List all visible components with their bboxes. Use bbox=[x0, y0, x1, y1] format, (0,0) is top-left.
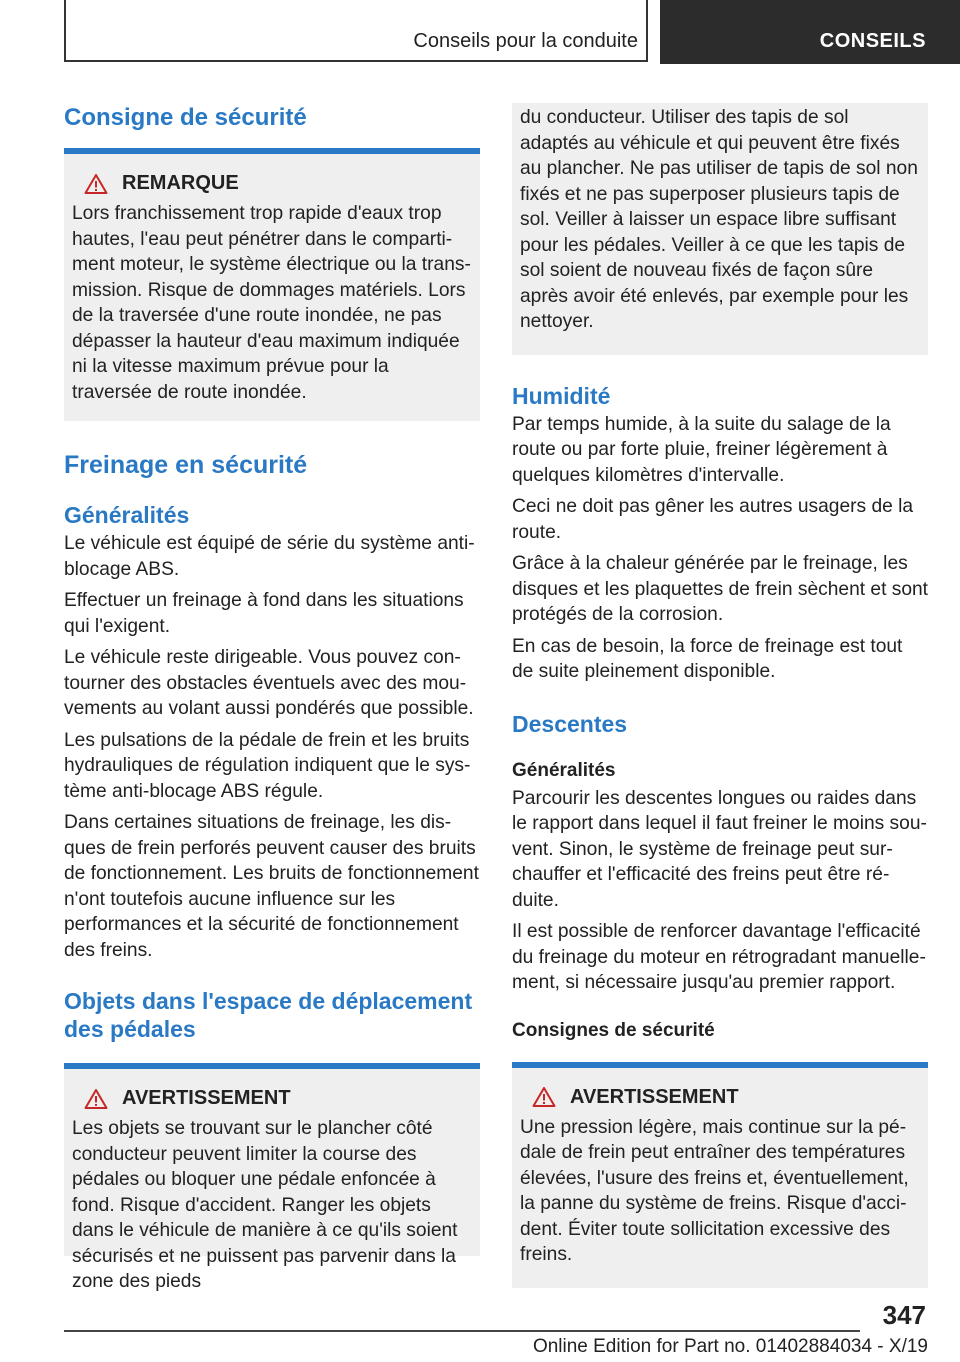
avertissement-title: AVERTISSEMENT bbox=[122, 1087, 291, 1109]
left-column bbox=[64, 96, 480, 1292]
warning-triangle-icon bbox=[84, 173, 108, 195]
remarque-title: REMARQUE bbox=[122, 172, 239, 194]
page-number: 347 bbox=[882, 1300, 926, 1330]
footer-rule bbox=[64, 1330, 860, 1332]
heading-objets-pedales: Objets dans l'espace de déplacement des pédales bbox=[64, 988, 473, 1042]
paragraph: Ceci ne doit pas gêner les autres usagers de la route. bbox=[512, 496, 914, 543]
paragraph: Le véhicule reste dirigeable. Vous pouvez contourner des obstacles éventuels avec des mouvements au volant aussi pondérés que possible. bbox=[64, 647, 474, 719]
footer-edition: Online Edition for Part no. 01402884034 - X/19 bbox=[532, 1336, 928, 1357]
paragraph: Il est possible de renforcer davantage l'efficacité du freinage du moteur en rétrogradant manuellement, si nécessaire jusqu'au premier rapport. bbox=[512, 921, 926, 993]
continuation-text: du conducteur. Utiliser des tapis de sol adaptés au véhicule et qui peuvent être fixés au plancher. Ne pas utiliser de tapis de sol non fixés et ne pas superposer plusieurs tapis de sol. Veiller à laisser un espace libre suffisant pour les pédales. Veiller à ce que les tapis de sol soient de nouveau fixés de façon sûre après avoir été enlevés, par exemple pour les nettoyer. bbox=[520, 107, 918, 332]
subheading-consignes-securite: Consignes de sécurité bbox=[512, 1019, 715, 1041]
subheading-generalites: Généralités bbox=[512, 759, 616, 781]
remarque-text: Lors franchissement trop rapide d'eaux trop hautes, l'eau peut pénétrer dans le compartiment moteur, le système électrique ou la transmission. Risque de dommages matériels. Lors de la traversée d'une route inondée, ne pas dépasser la hauteur d'eau maximum indiquée ni la vitesse maximum prévue pour la traversée de route inondée. bbox=[72, 203, 471, 403]
header-chapter-tab[interactable] bbox=[660, 0, 960, 64]
heading-consigne-securite: Consigne de sécurité bbox=[64, 104, 307, 131]
paragraph: Le véhicule est équipé de série du système antiblocage ABS. bbox=[64, 533, 475, 580]
paragraph: Parcourir les descentes longues ou raides dans le rapport dans lequel il faut freiner le moins souvent. Sinon, le système de freinage peut surchauffer et l'efficacité des freins peut être réduite. bbox=[512, 787, 927, 911]
heading-generalites: Généralités bbox=[64, 502, 190, 528]
avertissement-text: Les objets se trouvant sur le plancher côté conducteur peuvent limiter la course des pédales ou bloquer une pédale enfoncée à fond. Risque d'accident. Ranger les objets dans le véhicule de manière à ce qu'ils soient sécurisés et ne puissent pas parvenir dans la zone des pieds bbox=[72, 1118, 458, 1292]
paragraph: Par temps humide, à la suite du salage de la route ou par forte pluie, freiner légèrement à quelques kilomètres d'intervalle. bbox=[512, 413, 891, 486]
warning-triangle-icon bbox=[532, 1086, 556, 1108]
paragraph: Les pulsations de la pédale de frein et les bruits hydrauliques de régulation indiquent que le système anti-blocage ABS régule. bbox=[64, 729, 471, 802]
avertissement-text: Une pression légère, mais continue sur la pédale de frein peut entraîner des températures élevées, l'usure des freins et, éventuellement, la panne du système de freins. Risque d'accident. Éviter toute sollicitation excessive des freins. bbox=[520, 1116, 909, 1265]
right-column bbox=[512, 103, 928, 1288]
heading-humidite: Humidité bbox=[512, 382, 611, 409]
avertissement-continuation-box bbox=[512, 103, 928, 355]
warning-triangle-icon bbox=[84, 1088, 108, 1110]
avertissement-box bbox=[64, 1069, 480, 1292]
remarque-box bbox=[64, 154, 480, 421]
header-tab-label: CONSEILS bbox=[819, 30, 926, 52]
paragraph: Effectuer un freinage à fond dans les situations qui l'exigent. bbox=[64, 590, 464, 637]
heading-descentes: Descentes bbox=[512, 710, 628, 737]
avertissement-title: AVERTISSEMENT bbox=[570, 1085, 739, 1108]
paragraph: En cas de besoin, la force de freinage est tout de suite pleinement disponible. bbox=[512, 635, 903, 682]
header-section-title: Conseils pour la conduite bbox=[413, 30, 638, 52]
heading-freinage-securite: Freinage en sécurité bbox=[64, 451, 308, 479]
avertissement-box bbox=[512, 1068, 928, 1288]
paragraph: Grâce à la chaleur générée par le freinage, les disques et les plaquettes de frein sèchent et sont protégés de la corrosion. bbox=[512, 553, 928, 625]
paragraph: Dans certaines situations de freinage, les disques de frein perforés peuvent causer des bruits de fonctionnement. Les bruits de fonctionnement n'ont toutefois aucune influence sur les performances et la sécurité de fonctionnement des freins. bbox=[64, 812, 479, 961]
